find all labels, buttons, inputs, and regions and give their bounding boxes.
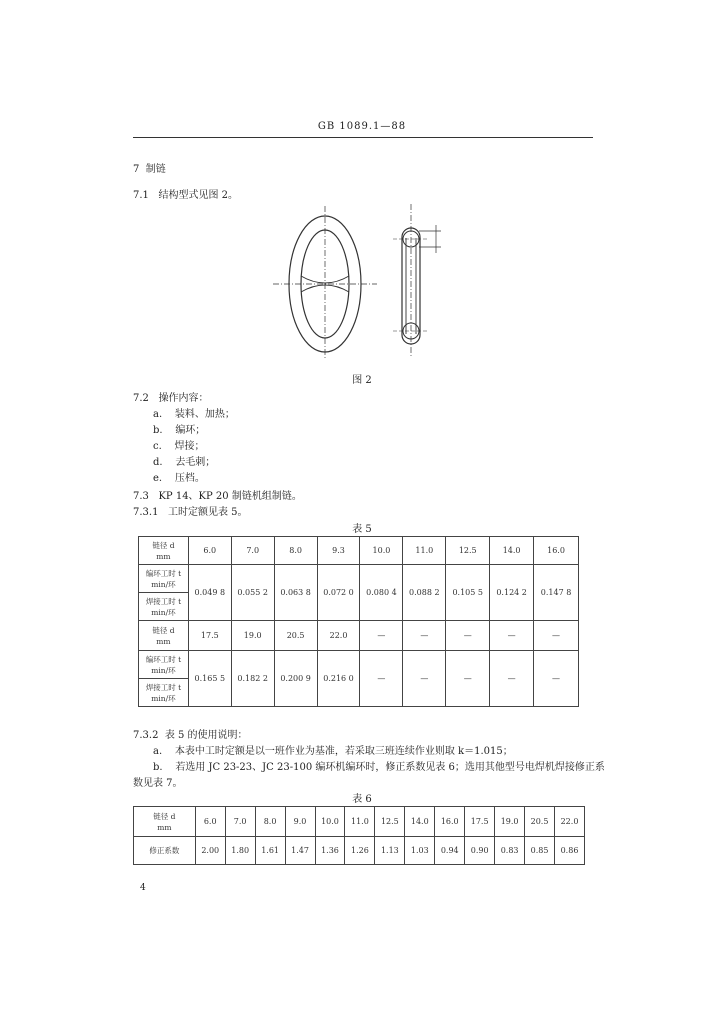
factor-cell: 1.03 — [405, 837, 435, 865]
time-cell: 0.182 2 — [231, 651, 274, 707]
clause-7-2 — [133, 389, 208, 404]
time-cell: 0.124 2 — [490, 565, 534, 621]
item-label: b. — [153, 425, 163, 436]
list-item — [153, 405, 235, 420]
diameter-cell: 11.0 — [403, 537, 446, 565]
time-cell: 0.063 8 — [274, 565, 317, 621]
diameter-cell: 16.0 — [435, 807, 465, 837]
label-line: min/环 — [151, 607, 176, 617]
diameter-cell: 8.0 — [274, 537, 317, 565]
diameter-cell: — — [360, 621, 403, 651]
factor-cell: 1.36 — [315, 837, 345, 865]
diameter-cell: 20.5 — [525, 807, 555, 837]
label-line: 编环工时 t — [145, 568, 182, 578]
clause-number: 7.3.2 — [133, 730, 159, 741]
row-label-cell — [139, 593, 189, 621]
time-cell: 0.049 8 — [188, 565, 231, 621]
clause-7-3 — [133, 487, 302, 502]
time-cell: — — [446, 651, 490, 707]
diameter-cell: — — [490, 621, 534, 651]
item-text: 装料、加热； — [174, 409, 235, 420]
label-line: min/环 — [151, 693, 176, 703]
time-cell: — — [534, 651, 579, 707]
clause-text: 工时定额见表 5。 — [168, 507, 248, 518]
diameter-cell: 19.0 — [231, 621, 274, 651]
clause-number: 7.2 — [133, 393, 149, 404]
factor-cell: 1.61 — [255, 837, 285, 865]
item-label: a. — [153, 409, 163, 420]
clause-7-3-2 — [133, 726, 248, 741]
item-text: 去毛刺； — [175, 457, 216, 468]
item-text: 本表中工时定额是以一班作业为基准，若采取三班连续作业则取 k＝1.015； — [174, 746, 513, 757]
table-5 — [138, 536, 579, 707]
factor-cell: 0.94 — [435, 837, 465, 865]
clause-7-1 — [133, 186, 238, 201]
diameter-cell: 17.5 — [188, 621, 231, 651]
diameter-cell: 6.0 — [195, 807, 225, 837]
header-label-cell — [134, 807, 196, 837]
item-text: 压档。 — [174, 473, 205, 484]
time-cell: — — [403, 651, 446, 707]
label-line: 链径 d — [153, 811, 176, 821]
factor-cell: 0.86 — [555, 837, 585, 865]
factor-cell: 1.47 — [285, 837, 315, 865]
label-line: mm — [156, 636, 171, 646]
diameter-cell: 12.5 — [446, 537, 490, 565]
factor-cell: 0.85 — [525, 837, 555, 865]
clause-text: 表 5 的使用说明： — [164, 730, 248, 741]
list-item — [153, 421, 205, 436]
time-cell: 0.147 8 — [534, 565, 579, 621]
clause-text: KP 14、KP 20 制链机组制链。 — [158, 491, 302, 502]
table-row — [139, 651, 579, 679]
clause-number: 7.1 — [133, 190, 149, 201]
list-item — [153, 758, 605, 773]
diameter-cell: 11.0 — [345, 807, 375, 837]
label-line: 编环工时 t — [145, 654, 182, 664]
item-text: 焊接； — [174, 441, 205, 452]
list-item — [153, 453, 215, 468]
diameter-cell: 10.0 — [360, 537, 403, 565]
label-line: 焊接工时 t — [145, 682, 182, 692]
time-cell: 0.216 0 — [317, 651, 360, 707]
header-rule — [133, 137, 593, 138]
item-label: d. — [153, 457, 163, 468]
header-label-cell — [139, 537, 189, 565]
diameter-cell: 10.0 — [315, 807, 345, 837]
list-item — [153, 469, 205, 484]
label-line: 链径 d — [152, 625, 175, 635]
table-row — [134, 837, 585, 865]
diameter-cell: 12.5 — [375, 807, 405, 837]
row-label-cell: 修正系数 — [134, 837, 196, 865]
item-text: 若选用 JC 23-23、JC 23-100 编环机编环时，修正系数见表 6；选用其他型号电焊机焊接修正系 — [175, 762, 605, 773]
factor-cell: 1.80 — [225, 837, 255, 865]
factor-cell: 1.13 — [375, 837, 405, 865]
clause-number: 7.3 — [133, 491, 149, 502]
paragraph-continuation: 数见表 7。 — [133, 778, 183, 789]
time-cell: 0.080 4 — [360, 565, 403, 621]
header-label-cell — [139, 621, 189, 651]
row-label-cell — [139, 679, 189, 707]
label-line: mm — [156, 551, 171, 561]
page-header: GB 1089.1—88 — [317, 121, 407, 132]
factor-cell: 0.90 — [465, 837, 495, 865]
chain-link-figure — [265, 198, 450, 358]
figure-caption: 图 2 — [352, 375, 372, 386]
factor-cell: 1.26 — [345, 837, 375, 865]
list-item — [153, 742, 513, 757]
diameter-cell: 19.0 — [495, 807, 525, 837]
time-cell: 0.105 5 — [446, 565, 490, 621]
diameter-cell: — — [403, 621, 446, 651]
factor-cell: 0.83 — [495, 837, 525, 865]
item-label: e. — [153, 473, 163, 484]
clause-number: 7.3.1 — [133, 507, 159, 518]
time-cell: — — [360, 651, 403, 707]
table-row — [134, 807, 585, 837]
section-7-heading — [133, 160, 166, 175]
diameter-cell: 22.0 — [317, 621, 360, 651]
item-label: a. — [153, 746, 163, 757]
table-row — [139, 565, 579, 593]
diameter-cell: — — [534, 621, 579, 651]
time-cell: — — [490, 651, 534, 707]
label-line: 链径 d — [152, 540, 175, 550]
diameter-cell: 8.0 — [255, 807, 285, 837]
diameter-cell: 7.0 — [231, 537, 274, 565]
diameter-cell: 16.0 — [534, 537, 579, 565]
diameter-cell: 22.0 — [555, 807, 585, 837]
clause-text: 结构型式见图 2。 — [158, 190, 238, 201]
table-row — [139, 537, 579, 565]
table-6 — [133, 806, 585, 865]
table6-caption: 表 6 — [352, 794, 372, 805]
diameter-cell: 14.0 — [490, 537, 534, 565]
diameter-cell: 7.0 — [225, 807, 255, 837]
item-text: 编环； — [175, 425, 206, 436]
table5-caption: 表 5 — [352, 524, 372, 535]
label-line: min/环 — [151, 579, 176, 589]
diameter-cell: 17.5 — [465, 807, 495, 837]
factor-cell: 2.00 — [195, 837, 225, 865]
table-row — [139, 621, 579, 651]
section-number: 7 — [133, 164, 140, 175]
item-label: b. — [153, 762, 163, 773]
diameter-cell: 20.5 — [274, 621, 317, 651]
time-cell: 0.055 2 — [231, 565, 274, 621]
section-title: 制链 — [145, 164, 166, 175]
diameter-cell: 14.0 — [405, 807, 435, 837]
label-line: min/环 — [151, 665, 176, 675]
item-label: c. — [153, 441, 162, 452]
label-line: mm — [157, 822, 172, 832]
clause-text: 操作内容： — [158, 393, 209, 404]
time-cell: 0.200 9 — [274, 651, 317, 707]
label-line: 焊接工时 t — [145, 596, 182, 606]
page-number: 4 — [140, 883, 146, 893]
diameter-cell: 9.0 — [285, 807, 315, 837]
row-label-cell — [139, 565, 189, 593]
diameter-cell: 6.0 — [188, 537, 231, 565]
time-cell: 0.072 0 — [317, 565, 360, 621]
row-label-cell — [139, 651, 189, 679]
diameter-cell: — — [446, 621, 490, 651]
clause-7-3-1 — [133, 503, 248, 518]
time-cell: 0.088 2 — [403, 565, 446, 621]
time-cell: 0.165 5 — [188, 651, 231, 707]
list-item — [153, 437, 205, 452]
diameter-cell: 9.3 — [317, 537, 360, 565]
